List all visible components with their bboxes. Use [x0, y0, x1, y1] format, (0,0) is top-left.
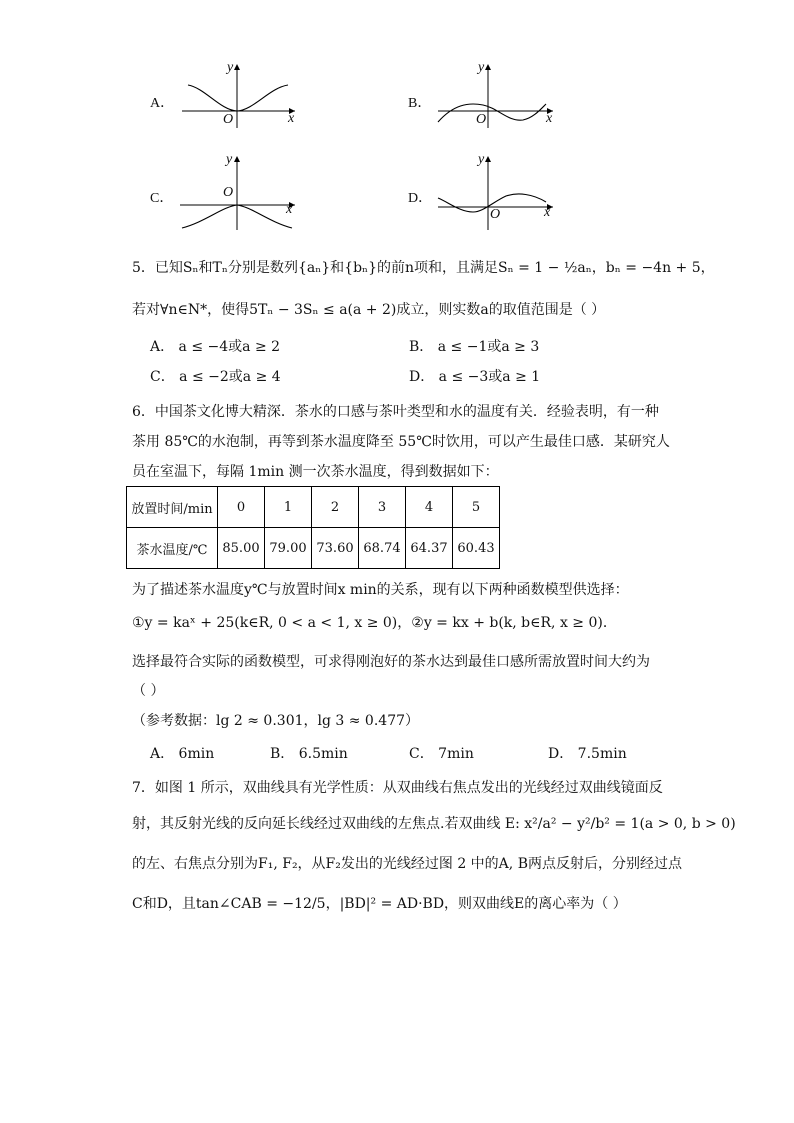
y-axis-label: y [478, 60, 485, 75]
q5-option-a[interactable]: A． a ≤ −4或a ≥ 2 [150, 339, 281, 355]
q5-option-b[interactable]: B． a ≤ −1或a ≥ 3 [409, 339, 540, 355]
table-header-cell: 茶水温度/℃ [127, 528, 218, 569]
option-label: A． [150, 96, 175, 111]
q5-line-1: 5．已知Sₙ和Tₙ分别是数列{aₙ}和{bₙ}的前n项和，且满足Sₙ = 1 − ½aₙ，bₙ = −4n + 5， [132, 260, 715, 276]
q7-line-1: 7．如图 1 所示，双曲线具有光学性质：从双曲线右焦点发出的光线经过双曲线镜面反 [132, 780, 663, 796]
option-label: B． [408, 96, 432, 111]
graph-b-plot [408, 60, 568, 130]
q6-answer-paren: （ ） [132, 683, 165, 699]
q6-option-b[interactable]: B． 6.5min [270, 746, 348, 762]
graph-option-c[interactable] [150, 152, 310, 232]
table-cell: 5 [453, 487, 500, 528]
table-cell: 64.37 [406, 528, 453, 569]
y-axis-label: y [227, 60, 234, 75]
x-axis-label: x [544, 205, 551, 220]
table-cell: 68.74 [359, 528, 406, 569]
q6-line-1: 6．中国茶文化博大精深．茶水的口感与茶叶类型和水的温度有关．经验表明，有一种 [132, 404, 659, 420]
origin-label: O [490, 207, 501, 222]
q6-reference: （参考数据：lg 2 ≈ 0.301，lg 3 ≈ 0.477） [132, 713, 420, 729]
table-header-cell: 放置时间/min [127, 487, 218, 528]
q6-option-d[interactable]: D． 7.5min [548, 746, 627, 762]
x-axis-label: x [286, 202, 293, 217]
table-cell: 73.60 [312, 528, 359, 569]
table-cell: 4 [406, 487, 453, 528]
graph-option-b[interactable] [408, 60, 568, 130]
y-axis-label: y [478, 152, 485, 167]
y-axis-label: y [226, 152, 233, 167]
table-cell: 1 [265, 487, 312, 528]
q5-option-d[interactable]: D． a ≤ −3或a ≥ 1 [409, 369, 541, 385]
q6-line-3: 员在室温下，每隔 1min 测一次茶水温度，得到数据如下： [132, 464, 499, 480]
q6-line-4: 为了描述茶水温度y℃与放置时间x min的关系，现有以下两种函数模型供选择： [132, 582, 629, 598]
table-cell: 2 [312, 487, 359, 528]
table-cell: 3 [359, 487, 406, 528]
table-cell: 60.43 [453, 528, 500, 569]
q7-line-3: 的左、右焦点分别为F₁, F₂，从F₂发出的光线经过图 2 中的A, B两点反射后，分别经过点 [132, 856, 682, 872]
x-axis-label: x [546, 111, 553, 126]
q6-option-c[interactable]: C． 7min [409, 746, 474, 762]
graph-option-d[interactable] [408, 152, 568, 232]
q7-line-2: 射，其反射光线的反向延长线经过双曲线的左焦点.若双曲线 E: x²/a² − y²/b² = 1(a > 0, b > 0) [132, 816, 736, 832]
q6-models: ①y = kaˣ + 25(k∈R, 0 < a < 1, x ≥ 0)，②y = kx + b(k, b∈R, x ≥ 0)． [132, 615, 617, 631]
q5-line-2: 若对∀n∈N*，使得5Tₙ − 3Sₙ ≤ a(a + 2)成立，则实数a的取值范围是（ ） [132, 302, 606, 318]
q5-option-c[interactable]: C． a ≤ −2或a ≥ 4 [150, 369, 281, 385]
table-row [127, 487, 500, 528]
origin-label: O [223, 112, 234, 127]
x-axis-label: x [288, 111, 295, 126]
origin-label: O [223, 185, 234, 200]
option-label: D． [408, 191, 433, 206]
q6-option-a[interactable]: A． 6min [150, 746, 215, 762]
table-cell: 0 [218, 487, 265, 528]
q6-line-2: 茶用 85℃的水泡制，再等到茶水温度降至 55℃时饮用，可以产生最佳口感．某研究人 [132, 434, 670, 450]
table-row [127, 528, 500, 569]
data-table [126, 486, 500, 569]
table-cell: 85.00 [218, 528, 265, 569]
origin-label: O [476, 112, 487, 127]
table-cell: 79.00 [265, 528, 312, 569]
option-label: C． [150, 191, 174, 206]
q7-line-4: C和D，且tan∠CAB = −12/5，|BD|² = AD·BD，则双曲线E的离心率为（ ） [132, 896, 627, 912]
graph-option-a[interactable] [150, 60, 310, 130]
q6-line-5: 选择最符合实际的函数模型，可求得刚泡好的茶水达到最佳口感所需放置时间大约为 [132, 654, 650, 670]
